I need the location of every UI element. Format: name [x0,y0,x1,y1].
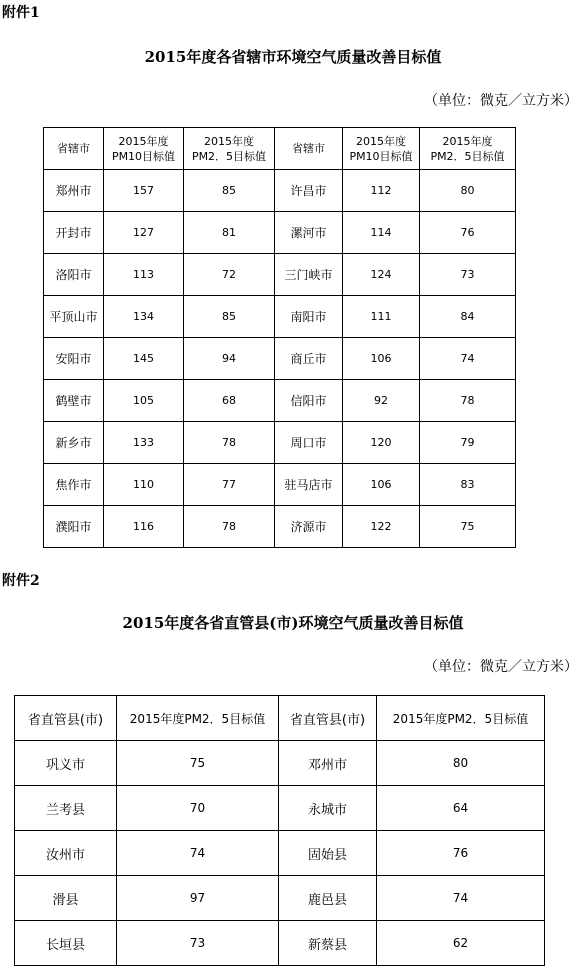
table-row [44,506,516,548]
city-target-table [43,127,516,548]
pm10-value: 106 [343,464,420,506]
pm25-value: 76 [377,831,545,876]
attachment2-unit: （单位：微克／立方米） [424,659,578,675]
header-pm25: 2015年度 PM2．5目标值 [184,128,275,170]
pm25-value: 75 [117,741,279,786]
pm10-value: 145 [104,338,184,380]
table-row [15,921,545,966]
table-header-row [44,128,516,170]
header-county: 省直管县(市) [279,696,377,741]
city-name: 安阳市 [44,338,104,380]
table-row [44,422,516,464]
pm25-value: 97 [117,876,279,921]
pm25-value: 74 [420,338,516,380]
table-row [15,741,545,786]
pm10-value: 127 [104,212,184,254]
city-name: 南阳市 [275,296,343,338]
pm25-value: 68 [184,380,275,422]
table-row [15,831,545,876]
pm25-value: 78 [420,380,516,422]
pm25-value: 80 [420,170,516,212]
pm10-value: 122 [343,506,420,548]
city-name: 开封市 [44,212,104,254]
county-target-table [14,695,545,966]
attachment1-title: 2015年度各省辖市环境空气质量改善目标值 [144,48,442,66]
header-city: 省辖市 [44,128,104,170]
header-county: 省直管县(市) [15,696,117,741]
table-row [44,338,516,380]
county-name: 鹿邑县 [279,876,377,921]
pm25-value: 62 [377,921,545,966]
county-name: 新蔡县 [279,921,377,966]
county-name: 永城市 [279,786,377,831]
pm25-value: 85 [184,170,275,212]
attachment1-unit: （单位：微克／立方米） [424,93,578,109]
county-name: 固始县 [279,831,377,876]
table-row [44,170,516,212]
table-row [44,254,516,296]
pm25-value: 78 [184,506,275,548]
pm10-value: 110 [104,464,184,506]
pm10-value: 157 [104,170,184,212]
table-row [44,464,516,506]
pm25-value: 77 [184,464,275,506]
header-city: 省辖市 [275,128,343,170]
header-pm10: 2015年度 PM10目标值 [343,128,420,170]
pm25-value: 74 [377,876,545,921]
pm25-value: 74 [117,831,279,876]
city-name: 焦作市 [44,464,104,506]
pm10-value: 113 [104,254,184,296]
attachment2-label: 附件2 [2,573,40,589]
city-name: 新乡市 [44,422,104,464]
header-pm10: 2015年度 PM10目标值 [104,128,184,170]
pm25-value: 79 [420,422,516,464]
pm25-value: 70 [117,786,279,831]
county-name: 巩义市 [15,741,117,786]
county-name: 长垣县 [15,921,117,966]
city-name: 郑州市 [44,170,104,212]
header-pm25: 2015年度PM2．5目标值 [117,696,279,741]
pm10-value: 134 [104,296,184,338]
city-name: 驻马店市 [275,464,343,506]
county-name: 兰考县 [15,786,117,831]
pm25-value: 83 [420,464,516,506]
city-name: 濮阳市 [44,506,104,548]
city-name: 信阳市 [275,380,343,422]
attachment1-label: 附件1 [2,5,40,21]
pm10-value: 105 [104,380,184,422]
pm10-value: 120 [343,422,420,464]
pm10-value: 92 [343,380,420,422]
header-pm25: 2015年度PM2．5目标值 [377,696,545,741]
pm10-value: 133 [104,422,184,464]
city-name: 三门峡市 [275,254,343,296]
pm25-value: 85 [184,296,275,338]
pm25-value: 84 [420,296,516,338]
pm25-value: 73 [117,921,279,966]
attachment2-title: 2015年度各省直管县(市)环境空气质量改善目标值 [122,614,464,632]
table-row [44,380,516,422]
pm25-value: 80 [377,741,545,786]
table-row [44,212,516,254]
pm25-value: 78 [184,422,275,464]
table-row [15,876,545,921]
pm25-value: 75 [420,506,516,548]
city-name: 平顶山市 [44,296,104,338]
pm25-value: 81 [184,212,275,254]
pm25-value: 76 [420,212,516,254]
city-name: 周口市 [275,422,343,464]
county-name: 滑县 [15,876,117,921]
table-row [44,296,516,338]
city-name: 许昌市 [275,170,343,212]
pm25-value: 73 [420,254,516,296]
table-row [15,786,545,831]
city-name: 济源市 [275,506,343,548]
pm10-value: 114 [343,212,420,254]
city-name: 商丘市 [275,338,343,380]
pm10-value: 124 [343,254,420,296]
city-name: 鹤壁市 [44,380,104,422]
county-name: 邓州市 [279,741,377,786]
pm10-value: 106 [343,338,420,380]
pm25-value: 94 [184,338,275,380]
table-header-row [15,696,545,741]
pm25-value: 64 [377,786,545,831]
pm10-value: 111 [343,296,420,338]
pm10-value: 112 [343,170,420,212]
header-pm25: 2015年度 PM2．5目标值 [420,128,516,170]
city-name: 洛阳市 [44,254,104,296]
pm25-value: 72 [184,254,275,296]
county-name: 汝州市 [15,831,117,876]
city-name: 漯河市 [275,212,343,254]
pm10-value: 116 [104,506,184,548]
